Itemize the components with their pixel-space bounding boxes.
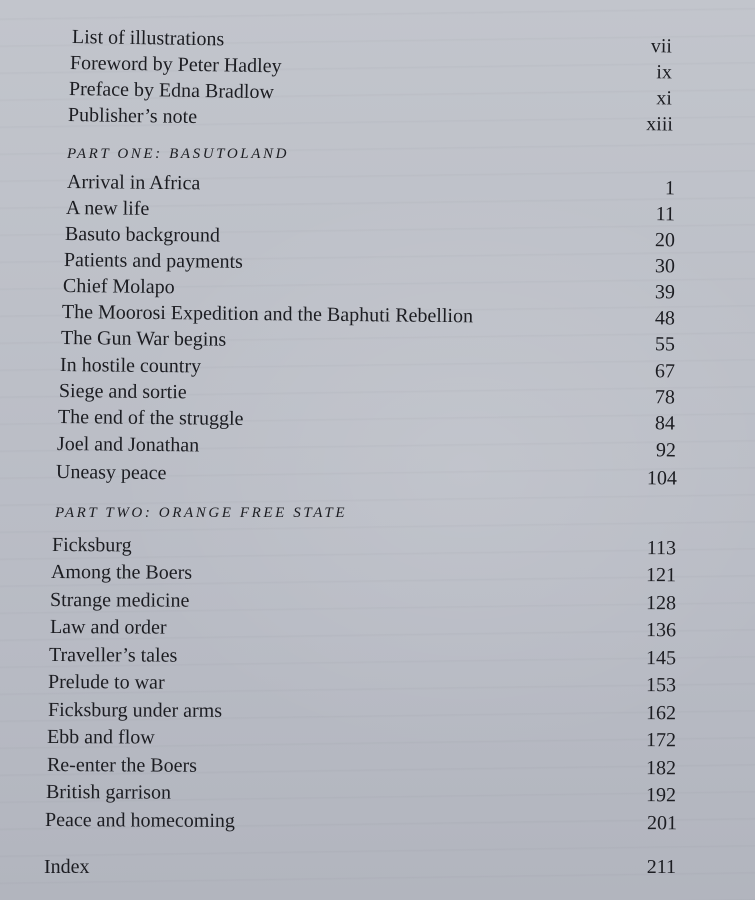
entry-page-number: 153 xyxy=(645,674,677,697)
toc-entry xyxy=(66,196,675,226)
entry-page-number: 136 xyxy=(645,619,677,642)
entry-page-number: xiii xyxy=(646,113,674,136)
toc-entry xyxy=(47,725,676,752)
entry-page-number: 78 xyxy=(654,386,676,409)
toc-entry xyxy=(45,808,677,835)
toc-entry xyxy=(58,405,675,435)
toc-entry xyxy=(57,432,676,462)
entry-title: Traveller’s tales xyxy=(48,644,178,667)
entry-title: Among the Boers xyxy=(50,561,193,584)
entry-title: Uneasy peace xyxy=(55,461,167,485)
toc-entry xyxy=(51,560,676,587)
entry-title: Peace and homecoming xyxy=(44,809,235,832)
toc-entry xyxy=(60,353,675,383)
toc-entry xyxy=(48,698,676,725)
entry-title: The Gun War begins xyxy=(60,327,227,351)
toc-entry xyxy=(64,248,675,278)
entry-title: British garrison xyxy=(45,781,172,804)
entry-title: Chief Molapo xyxy=(62,275,175,299)
toc-entry xyxy=(67,170,675,200)
toc-entry xyxy=(50,615,676,642)
entry-page-number: 128 xyxy=(645,592,677,615)
entry-page-number: 172 xyxy=(645,729,677,752)
entry-page-number: 192 xyxy=(645,784,677,807)
entry-page-number: 48 xyxy=(654,307,676,330)
entry-title: Publisher’s note xyxy=(67,104,198,129)
entry-page-number: 162 xyxy=(645,702,677,725)
entry-page-number: 182 xyxy=(645,757,677,780)
entry-page-number: 55 xyxy=(654,333,676,356)
entry-page-number: 113 xyxy=(646,537,677,560)
entry-title: Re-enter the Boers xyxy=(46,754,198,777)
entry-title: Foreword by Peter Hadley xyxy=(69,52,282,78)
toc-entry xyxy=(49,643,676,670)
entry-title: Patients and payments xyxy=(63,249,243,273)
entry-page-number: 104 xyxy=(646,467,678,490)
toc-entry xyxy=(63,274,675,304)
entry-title: In hostile country xyxy=(59,354,202,378)
entry-page-number: 39 xyxy=(654,281,676,304)
toc-entry xyxy=(61,326,675,356)
entry-title: Basuto background xyxy=(64,223,221,247)
entry-title: Joel and Jonathan xyxy=(56,433,200,457)
entry-page-number: xi xyxy=(656,87,673,110)
entry-page-number: 201 xyxy=(646,812,678,835)
toc-entry-index xyxy=(44,855,676,879)
entry-title: Strange medicine xyxy=(49,589,190,612)
entry-page-number: 92 xyxy=(655,439,677,462)
toc-entry xyxy=(46,780,676,807)
entry-page-number: 121 xyxy=(645,564,677,587)
entry-title: A new life xyxy=(65,197,150,220)
entry-page-number: vii xyxy=(650,35,673,58)
toc-entry xyxy=(56,460,677,491)
entry-title: Siege and sortie xyxy=(58,380,187,404)
entry-page-number: 30 xyxy=(654,255,676,278)
entry-title: Arrival in Africa xyxy=(66,171,201,195)
entry-page-number: 1 xyxy=(664,177,676,200)
entry-page-number: 211 xyxy=(646,856,676,878)
entry-title: Index xyxy=(44,856,90,878)
toc-entry xyxy=(62,300,675,330)
entry-page-number: 20 xyxy=(654,229,676,252)
part-one-heading: PART ONE: BASUTOLAND xyxy=(67,146,290,162)
entry-page-number: ix xyxy=(656,61,673,84)
entry-page-number: 145 xyxy=(645,647,677,670)
entry-title: The Moorosi Expedition and the Baphuti Rebellion xyxy=(61,301,474,328)
toc-entry xyxy=(47,753,676,780)
entry-title: List of illustrations xyxy=(71,26,225,51)
toc-entry xyxy=(50,588,676,615)
entry-title: Law and order xyxy=(49,616,167,639)
entry-page-number: 11 xyxy=(655,203,676,226)
entry-title: Ebb and flow xyxy=(46,726,155,749)
entry-title: Ficksburg under arms xyxy=(47,699,223,722)
entry-page-number: 84 xyxy=(654,412,676,435)
toc-entry xyxy=(48,670,676,697)
toc-entry xyxy=(52,533,676,560)
part-two-heading: PART TWO: ORANGE FREE STATE xyxy=(55,505,348,521)
entry-page-number: 67 xyxy=(654,360,676,383)
entry-title: Ficksburg xyxy=(51,534,132,557)
entry-title: Preface by Edna Bradlow xyxy=(68,78,275,104)
toc-entry xyxy=(65,222,675,252)
entry-title: The end of the struggle xyxy=(57,406,244,430)
entry-title: Prelude to war xyxy=(47,671,165,694)
toc-entry xyxy=(59,379,675,409)
